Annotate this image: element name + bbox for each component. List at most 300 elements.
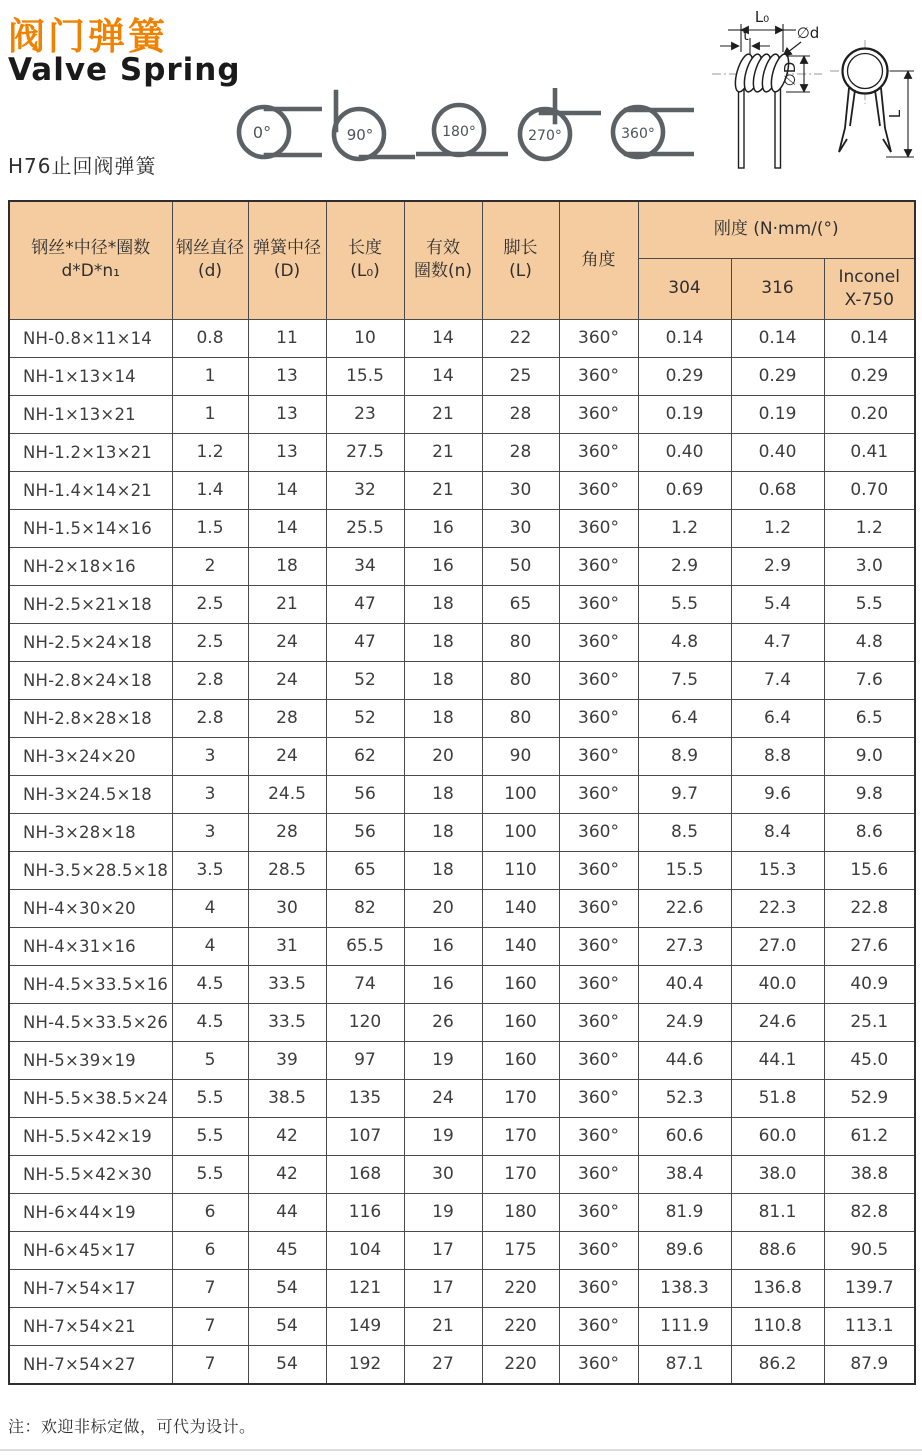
- cell-value: 90: [482, 737, 559, 775]
- cell-value: 81.1: [731, 1193, 824, 1231]
- cell-value: 7: [172, 1345, 248, 1384]
- cell-model: NH-7×54×21: [9, 1307, 172, 1345]
- cell-value: 360°: [559, 1155, 638, 1193]
- cell-value: 18: [404, 813, 482, 851]
- cell-value: 15.3: [731, 851, 824, 889]
- cell-value: 18: [404, 661, 482, 699]
- cell-value: 60.6: [638, 1117, 731, 1155]
- dim-leg-length-label: L: [886, 109, 904, 119]
- cell-value: 360°: [559, 395, 638, 433]
- cell-value: 74: [326, 965, 404, 1003]
- cell-value: 107: [326, 1117, 404, 1155]
- cell-value: 21: [404, 433, 482, 471]
- cell-value: 0.29: [638, 357, 731, 395]
- table-row: [9, 1079, 915, 1117]
- cell-value: 9.0: [824, 737, 915, 775]
- cell-model: NH-1×13×21: [9, 395, 172, 433]
- cell-value: 6.4: [731, 699, 824, 737]
- cell-value: 110.8: [731, 1307, 824, 1345]
- cell-value: 25: [482, 357, 559, 395]
- cell-value: 19: [404, 1117, 482, 1155]
- cell-model: NH-4.5×33.5×16: [9, 965, 172, 1003]
- cell-value: 82: [326, 889, 404, 927]
- cell-value: 82.8: [824, 1193, 915, 1231]
- cell-value: 220: [482, 1307, 559, 1345]
- cell-value: 40.0: [731, 965, 824, 1003]
- cell-value: 89.6: [638, 1231, 731, 1269]
- cell-value: 52.9: [824, 1079, 915, 1117]
- spring-angle-0-icon: [230, 88, 322, 172]
- cell-value: 15.6: [824, 851, 915, 889]
- cell-value: 4.5: [172, 965, 248, 1003]
- cell-value: 360°: [559, 547, 638, 585]
- cell-value: 52: [326, 699, 404, 737]
- cell-model: NH-1.5×14×16: [9, 509, 172, 547]
- col-header-inconel: Inconel X-750: [824, 258, 915, 319]
- table-row: [9, 509, 915, 547]
- col-header-leg-length: 脚长 (L): [482, 201, 559, 319]
- cell-value: 14: [248, 509, 326, 547]
- dim-wire-dia-label: ∅d: [796, 24, 820, 42]
- cell-value: 110: [482, 851, 559, 889]
- cell-value: 28: [482, 395, 559, 433]
- cell-value: 27: [404, 1345, 482, 1384]
- cell-value: 16: [404, 927, 482, 965]
- bottom-divider: [0, 1449, 922, 1451]
- cell-value: 65: [326, 851, 404, 889]
- cell-value: 138.3: [638, 1269, 731, 1307]
- cell-value: 180: [482, 1193, 559, 1231]
- cell-value: 47: [326, 623, 404, 661]
- cell-value: 24.9: [638, 1003, 731, 1041]
- cell-value: 30: [482, 509, 559, 547]
- cell-value: 56: [326, 813, 404, 851]
- cell-value: 360°: [559, 433, 638, 471]
- cell-model: NH-2.8×28×18: [9, 699, 172, 737]
- table-row: [9, 1155, 915, 1193]
- cell-model: NH-7×54×17: [9, 1269, 172, 1307]
- cell-value: 6.4: [638, 699, 731, 737]
- cell-value: 3: [172, 737, 248, 775]
- cell-value: 1.4: [172, 471, 248, 509]
- cell-value: 4.7: [731, 623, 824, 661]
- cell-value: 45: [248, 1231, 326, 1269]
- cell-value: 19: [404, 1193, 482, 1231]
- cell-value: 5.5: [824, 585, 915, 623]
- cell-value: 360°: [559, 1307, 638, 1345]
- cell-value: 38.4: [638, 1155, 731, 1193]
- col-header-stiffness-group: 刚度 (N·mm/(°): [638, 201, 915, 258]
- col-header-wire-dia: 钢丝直径 (d): [172, 201, 248, 319]
- cell-value: 86.2: [731, 1345, 824, 1384]
- cell-value: 0.29: [824, 357, 915, 395]
- dim-coil-dia-label: ∅D: [781, 61, 799, 87]
- cell-value: 97: [326, 1041, 404, 1079]
- col-header-316: 316: [731, 258, 824, 319]
- cell-value: 14: [248, 471, 326, 509]
- cell-value: 140: [482, 889, 559, 927]
- cell-value: 360°: [559, 1117, 638, 1155]
- cell-value: 0.19: [731, 395, 824, 433]
- cell-value: 88.6: [731, 1231, 824, 1269]
- cell-value: 360°: [559, 471, 638, 509]
- cell-value: 160: [482, 1041, 559, 1079]
- cell-value: 18: [404, 851, 482, 889]
- cell-value: 360°: [559, 813, 638, 851]
- cell-value: 1: [172, 357, 248, 395]
- cell-value: 17: [404, 1269, 482, 1307]
- cell-value: 18: [404, 623, 482, 661]
- cell-value: 220: [482, 1269, 559, 1307]
- cell-model: NH-2.8×24×18: [9, 661, 172, 699]
- cell-value: 18: [404, 585, 482, 623]
- cell-value: 19: [404, 1041, 482, 1079]
- cell-value: 360°: [559, 1003, 638, 1041]
- cell-model: NH-4×30×20: [9, 889, 172, 927]
- cell-value: 14: [404, 357, 482, 395]
- cell-value: 21: [248, 585, 326, 623]
- cell-value: 1.2: [172, 433, 248, 471]
- cell-value: 38.5: [248, 1079, 326, 1117]
- table-row: [9, 395, 915, 433]
- cell-value: 360°: [559, 889, 638, 927]
- cell-value: 360°: [559, 509, 638, 547]
- cell-value: 33.5: [248, 1003, 326, 1041]
- cell-value: 135: [326, 1079, 404, 1117]
- cell-value: 60.0: [731, 1117, 824, 1155]
- table-row: [9, 1269, 915, 1307]
- cell-value: 62: [326, 737, 404, 775]
- cell-value: 38.8: [824, 1155, 915, 1193]
- cell-value: 16: [404, 509, 482, 547]
- cell-model: NH-7×54×27: [9, 1345, 172, 1384]
- cell-value: 7: [172, 1269, 248, 1307]
- table-row: [9, 471, 915, 509]
- cell-value: 56: [326, 775, 404, 813]
- cell-value: 28: [482, 433, 559, 471]
- cell-value: 7.5: [638, 661, 731, 699]
- cell-value: 27.5: [326, 433, 404, 471]
- angle-label: 180°: [442, 124, 476, 140]
- angle-label: 360°: [621, 126, 655, 142]
- cell-value: 100: [482, 813, 559, 851]
- table-row: [9, 1231, 915, 1269]
- cell-value: 18: [248, 547, 326, 585]
- cell-value: 113.1: [824, 1307, 915, 1345]
- cell-value: 7.4: [731, 661, 824, 699]
- cell-value: 17: [404, 1231, 482, 1269]
- cell-value: 116: [326, 1193, 404, 1231]
- cell-model: NH-4.5×33.5×26: [9, 1003, 172, 1041]
- cell-value: 13: [248, 433, 326, 471]
- cell-value: 27.0: [731, 927, 824, 965]
- cell-value: 22: [482, 319, 559, 357]
- footer-note: 注：欢迎非标定做，可代为设计。: [8, 1417, 256, 1436]
- cell-value: 87.1: [638, 1345, 731, 1384]
- cell-value: 13: [248, 395, 326, 433]
- col-header-angle: 角度: [559, 201, 638, 319]
- cell-value: 80: [482, 661, 559, 699]
- cell-value: 2.8: [172, 699, 248, 737]
- cell-value: 8.4: [731, 813, 824, 851]
- dim-t-label: t: [743, 28, 749, 44]
- table-row: [9, 1117, 915, 1155]
- cell-value: 360°: [559, 851, 638, 889]
- cell-value: 7: [172, 1307, 248, 1345]
- cell-value: 1.2: [638, 509, 731, 547]
- cell-value: 360°: [559, 1231, 638, 1269]
- cell-value: 61.2: [824, 1117, 915, 1155]
- cell-value: 9.7: [638, 775, 731, 813]
- cell-value: 80: [482, 699, 559, 737]
- cell-value: 360°: [559, 623, 638, 661]
- cell-model: NH-3.5×28.5×18: [9, 851, 172, 889]
- table-row: [9, 585, 915, 623]
- cell-value: 2: [172, 547, 248, 585]
- table-row: [9, 433, 915, 471]
- table-row: [9, 927, 915, 965]
- cell-model: NH-6×44×19: [9, 1193, 172, 1231]
- cell-value: 14: [404, 319, 482, 357]
- cell-value: 149: [326, 1307, 404, 1345]
- cell-model: NH-6×45×17: [9, 1231, 172, 1269]
- cell-value: 22.8: [824, 889, 915, 927]
- cell-value: 3: [172, 813, 248, 851]
- cell-value: 24.6: [731, 1003, 824, 1041]
- cell-value: 136.8: [731, 1269, 824, 1307]
- cell-value: 170: [482, 1079, 559, 1117]
- cell-value: 6.5: [824, 699, 915, 737]
- cell-value: 27.6: [824, 927, 915, 965]
- cell-value: 28: [248, 813, 326, 851]
- table-row: [9, 661, 915, 699]
- cell-value: 360°: [559, 585, 638, 623]
- cell-value: 0.70: [824, 471, 915, 509]
- cell-value: 360°: [559, 775, 638, 813]
- cell-value: 360°: [559, 737, 638, 775]
- cell-value: 31: [248, 927, 326, 965]
- table-row: [9, 851, 915, 889]
- cell-value: 9.6: [731, 775, 824, 813]
- col-header-coils: 有效 圈数(n): [404, 201, 482, 319]
- spring-angle-180-icon: [416, 88, 508, 172]
- table-row: [9, 1193, 915, 1231]
- cell-value: 192: [326, 1345, 404, 1384]
- cell-value: 360°: [559, 661, 638, 699]
- cell-model: NH-3×24.5×18: [9, 775, 172, 813]
- cell-value: 54: [248, 1269, 326, 1307]
- cell-value: 170: [482, 1155, 559, 1193]
- cell-value: 0.8: [172, 319, 248, 357]
- cell-value: 360°: [559, 1079, 638, 1117]
- cell-value: 360°: [559, 1345, 638, 1384]
- cell-value: 54: [248, 1307, 326, 1345]
- table-row: [9, 1345, 915, 1384]
- table-row: [9, 889, 915, 927]
- cell-value: 44: [248, 1193, 326, 1231]
- cell-value: 38.0: [731, 1155, 824, 1193]
- cell-model: NH-5×39×19: [9, 1041, 172, 1079]
- cell-value: 34: [326, 547, 404, 585]
- cell-value: 1.2: [731, 509, 824, 547]
- cell-value: 3.5: [172, 851, 248, 889]
- cell-value: 168: [326, 1155, 404, 1193]
- cell-value: 220: [482, 1345, 559, 1384]
- col-header-length: 长度 (L₀): [326, 201, 404, 319]
- cell-value: 360°: [559, 1041, 638, 1079]
- cell-value: 80: [482, 623, 559, 661]
- cell-value: 120: [326, 1003, 404, 1041]
- cell-value: 20: [404, 889, 482, 927]
- cell-value: 24: [248, 737, 326, 775]
- cell-value: 0.41: [824, 433, 915, 471]
- cell-value: 8.9: [638, 737, 731, 775]
- cell-value: 8.6: [824, 813, 915, 851]
- cell-value: 23: [326, 395, 404, 433]
- cell-value: 25.1: [824, 1003, 915, 1041]
- cell-value: 11: [248, 319, 326, 357]
- cell-value: 65.5: [326, 927, 404, 965]
- cell-value: 1: [172, 395, 248, 433]
- table-row: [9, 1041, 915, 1079]
- cell-value: 360°: [559, 1193, 638, 1231]
- spring-angle-90-icon: [323, 88, 415, 172]
- cell-value: 10: [326, 319, 404, 357]
- cell-value: 1.5: [172, 509, 248, 547]
- table-body: [9, 319, 915, 1384]
- cell-value: 4.8: [824, 623, 915, 661]
- cell-value: 5.4: [731, 585, 824, 623]
- table-row: [9, 699, 915, 737]
- cell-value: 0.40: [731, 433, 824, 471]
- cell-value: 18: [404, 775, 482, 813]
- angle-label: 270°: [528, 128, 562, 144]
- cell-value: 50: [482, 547, 559, 585]
- cell-model: NH-2×18×16: [9, 547, 172, 585]
- cell-value: 9.8: [824, 775, 915, 813]
- cell-value: 27.3: [638, 927, 731, 965]
- angle-label: 0°: [252, 123, 272, 142]
- cell-value: 360°: [559, 319, 638, 357]
- table-row: [9, 357, 915, 395]
- cell-value: 3: [172, 775, 248, 813]
- cell-value: 140: [482, 927, 559, 965]
- cell-value: 160: [482, 965, 559, 1003]
- cell-value: 2.5: [172, 585, 248, 623]
- cell-value: 0.69: [638, 471, 731, 509]
- cell-value: 42: [248, 1155, 326, 1193]
- table-row: [9, 737, 915, 775]
- cell-value: 4: [172, 927, 248, 965]
- table-row: [9, 965, 915, 1003]
- cell-model: NH-4×31×16: [9, 927, 172, 965]
- cell-value: 30: [482, 471, 559, 509]
- table-row: [9, 547, 915, 585]
- cell-value: 22.3: [731, 889, 824, 927]
- cell-value: 360°: [559, 1269, 638, 1307]
- cell-value: 139.7: [824, 1269, 915, 1307]
- cell-value: 30: [404, 1155, 482, 1193]
- cell-value: 2.9: [731, 547, 824, 585]
- cell-value: 18: [404, 699, 482, 737]
- cell-model: NH-3×28×18: [9, 813, 172, 851]
- cell-value: 21: [404, 395, 482, 433]
- cell-value: 0.20: [824, 395, 915, 433]
- cell-value: 32: [326, 471, 404, 509]
- cell-value: 21: [404, 1307, 482, 1345]
- table-row: [9, 623, 915, 661]
- cell-model: NH-3×24×20: [9, 737, 172, 775]
- cell-value: 360°: [559, 357, 638, 395]
- cell-value: 40.9: [824, 965, 915, 1003]
- table-row: [9, 319, 915, 357]
- cell-value: 8.5: [638, 813, 731, 851]
- cell-value: 0.68: [731, 471, 824, 509]
- cell-value: 5: [172, 1041, 248, 1079]
- cell-value: 39: [248, 1041, 326, 1079]
- angle-label: 90°: [346, 126, 374, 144]
- cell-model: NH-5.5×42×30: [9, 1155, 172, 1193]
- cell-value: 24: [404, 1079, 482, 1117]
- page-title-en: Valve Spring: [8, 52, 241, 88]
- cell-value: 28: [248, 699, 326, 737]
- cell-value: 175: [482, 1231, 559, 1269]
- cell-value: 111.9: [638, 1307, 731, 1345]
- cell-value: 24.5: [248, 775, 326, 813]
- cell-value: 65: [482, 585, 559, 623]
- cell-value: 8.8: [731, 737, 824, 775]
- cell-model: NH-1×13×14: [9, 357, 172, 395]
- cell-model: NH-1.2×13×21: [9, 433, 172, 471]
- dim-l0-label: L₀: [754, 8, 770, 26]
- cell-value: 3.0: [824, 547, 915, 585]
- cell-value: 33.5: [248, 965, 326, 1003]
- cell-value: 90.5: [824, 1231, 915, 1269]
- cell-value: 1.2: [824, 509, 915, 547]
- cell-value: 5.5: [172, 1155, 248, 1193]
- cell-value: 4.8: [638, 623, 731, 661]
- cell-value: 100: [482, 775, 559, 813]
- cell-value: 4: [172, 889, 248, 927]
- cell-value: 5.5: [172, 1079, 248, 1117]
- cell-value: 0.14: [731, 319, 824, 357]
- table-row: [9, 813, 915, 851]
- cell-value: 42: [248, 1117, 326, 1155]
- cell-value: 6: [172, 1231, 248, 1269]
- cell-value: 22.6: [638, 889, 731, 927]
- cell-value: 30: [248, 889, 326, 927]
- cell-value: 16: [404, 965, 482, 1003]
- cell-value: 26: [404, 1003, 482, 1041]
- series-subtitle: H76止回阀弹簧: [8, 154, 157, 178]
- cell-value: 5.5: [172, 1117, 248, 1155]
- cell-value: 81.9: [638, 1193, 731, 1231]
- cell-value: 4.5: [172, 1003, 248, 1041]
- page-title-zh: 阀门弹簧: [8, 15, 168, 58]
- cell-model: NH-1.4×14×21: [9, 471, 172, 509]
- cell-value: 21: [404, 471, 482, 509]
- cell-value: 24: [248, 623, 326, 661]
- cell-value: 170: [482, 1117, 559, 1155]
- cell-value: 2.8: [172, 661, 248, 699]
- cell-value: 13: [248, 357, 326, 395]
- spring-angle-360-icon: [602, 88, 694, 172]
- cell-value: 6: [172, 1193, 248, 1231]
- cell-value: 0.14: [824, 319, 915, 357]
- cell-value: 0.29: [731, 357, 824, 395]
- cell-value: 0.40: [638, 433, 731, 471]
- cell-model: NH-5.5×38.5×24: [9, 1079, 172, 1117]
